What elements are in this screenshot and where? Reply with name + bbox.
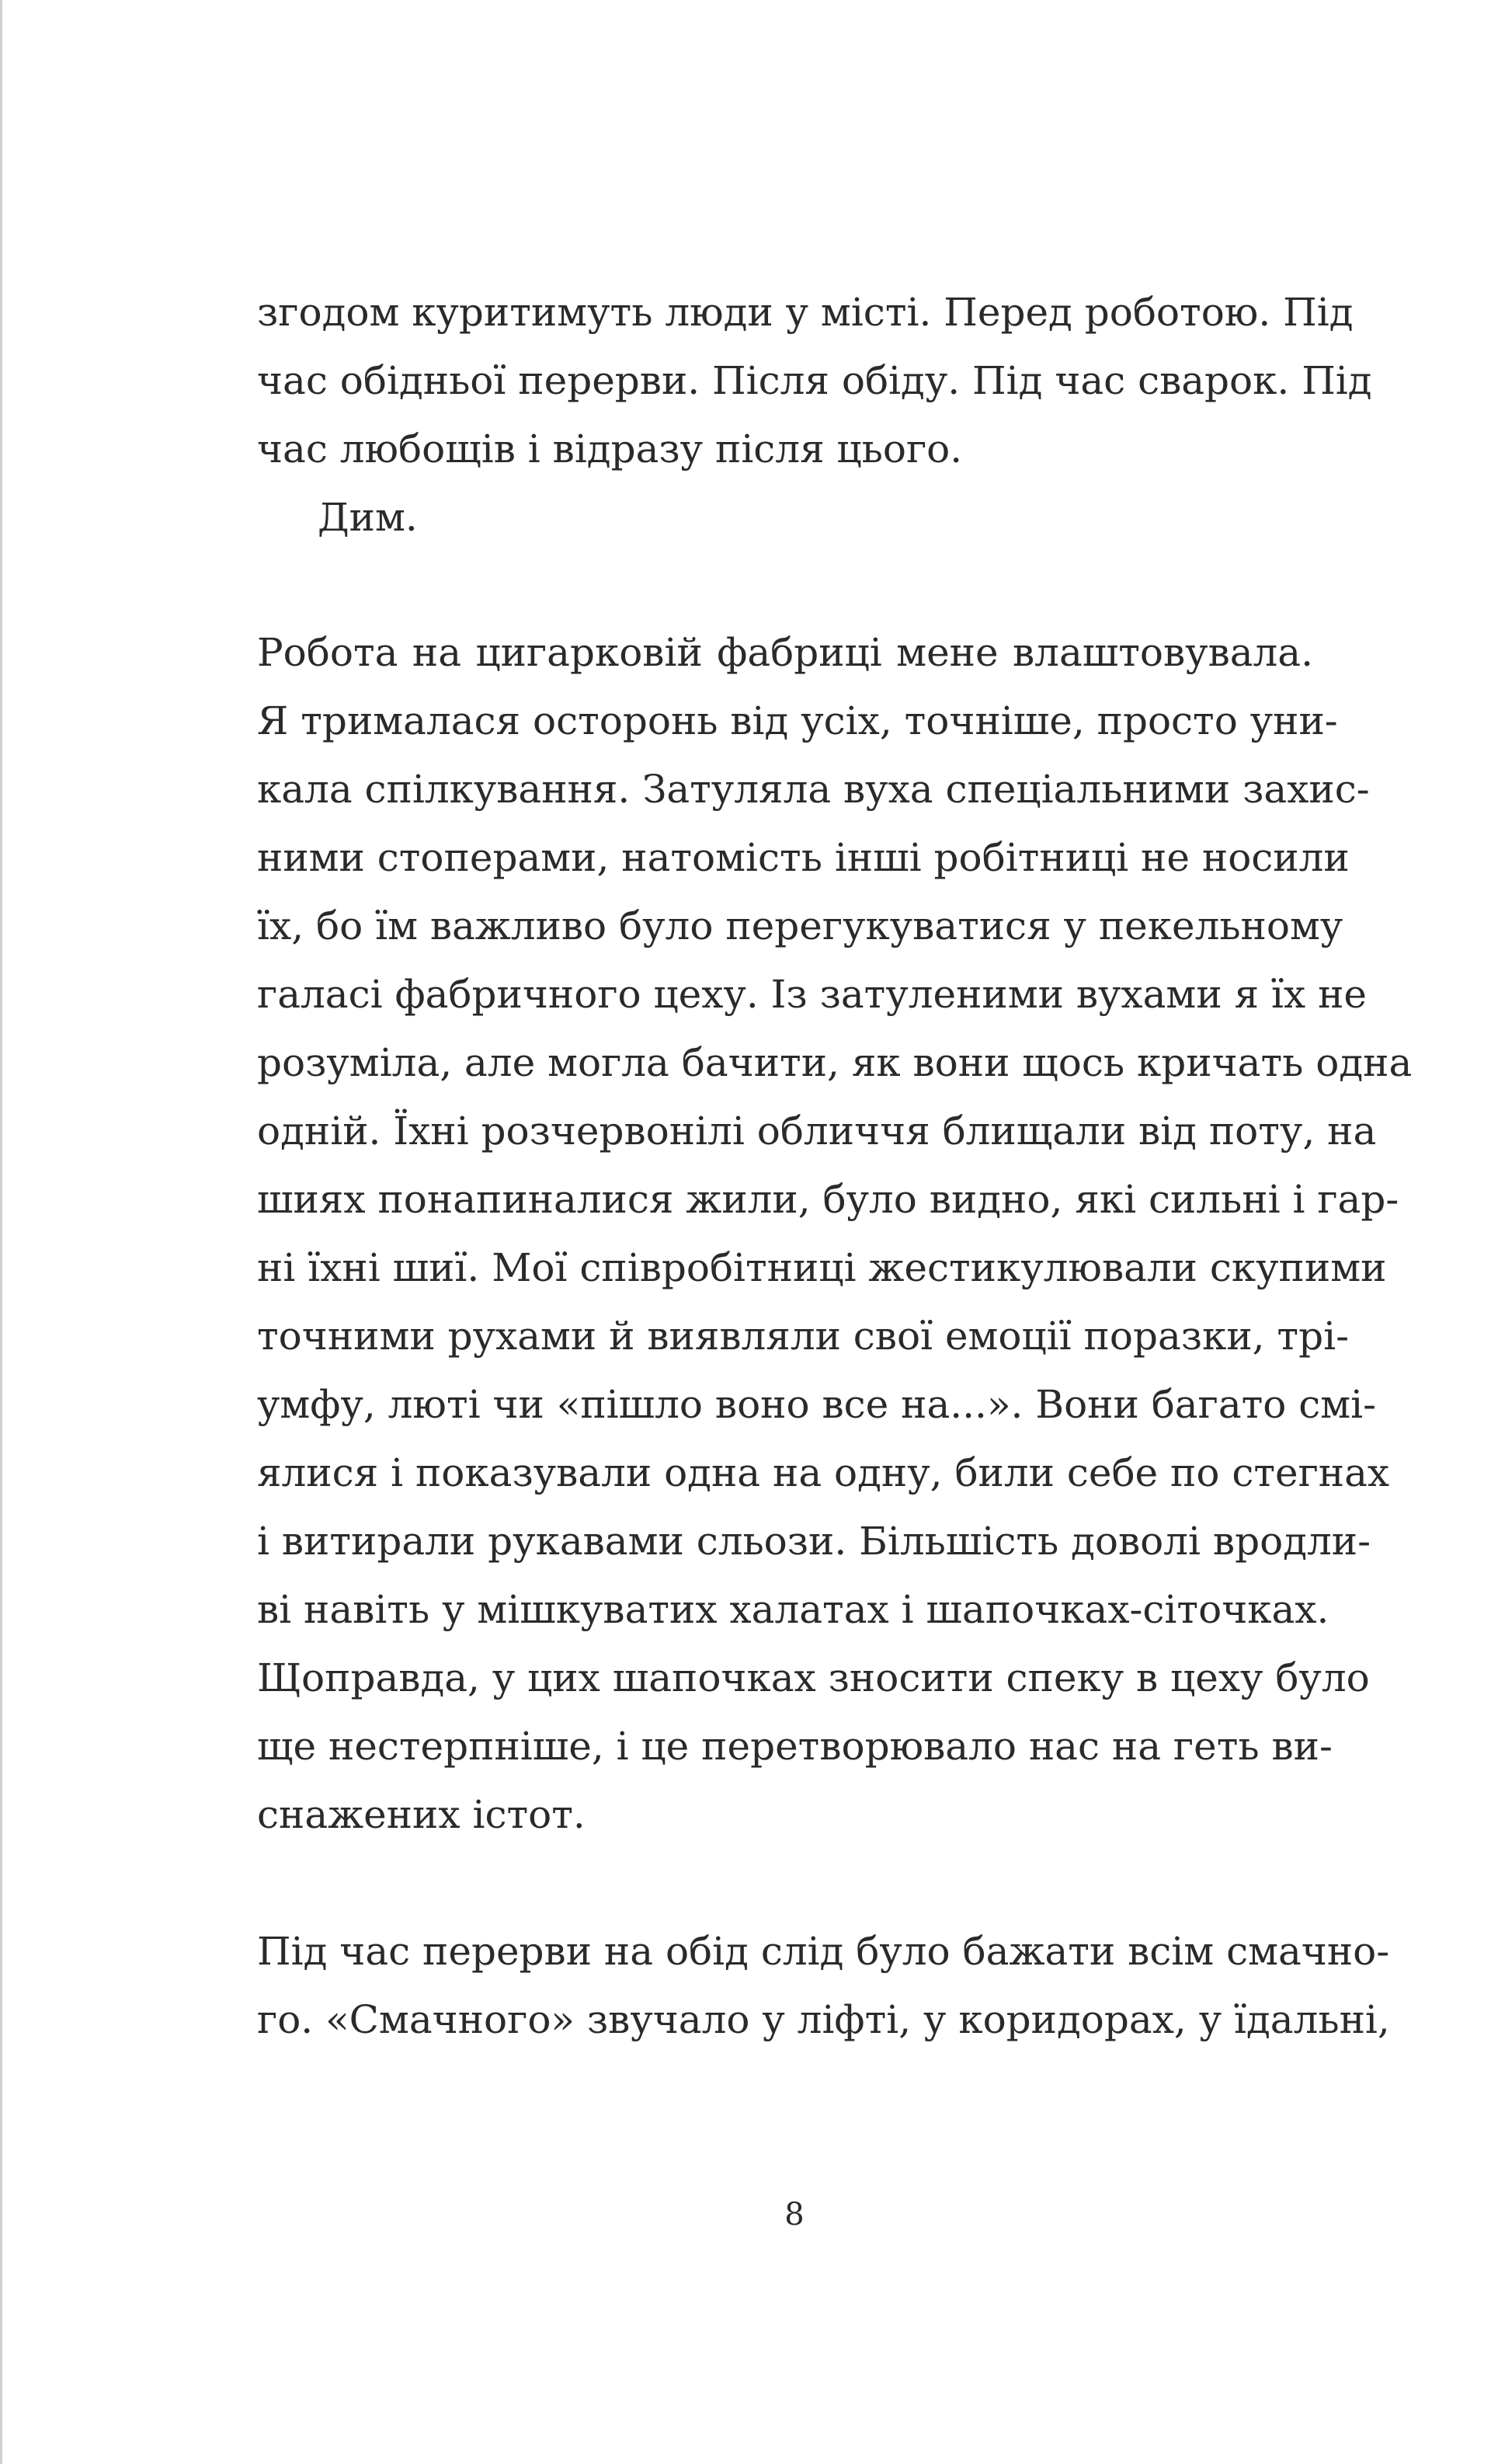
text-line: час обідньої перерви. Після обіду. Під час сварок. Під <box>257 358 1372 403</box>
text-line: одній. Їхні розчервонілі обличчя блищали від поту, на <box>257 1108 1377 1154</box>
text-line: ними стоперами, натомість інші робітниці не носили <box>257 835 1350 880</box>
paragraph-smoke-intro <box>257 278 1372 552</box>
text-line: ні їхні шиї. Мої співробітниці жестикулювали скупими <box>257 1245 1387 1290</box>
text-line: ві навіть у мішкуватих халатах і шапочках-сіточках. <box>257 1587 1329 1632</box>
text-line: ще нестерпніше, і це перетворювало нас на геть ви- <box>257 1724 1333 1769</box>
text-line: умфу, люті чи «пішло воно все на...». Вони багато смі- <box>257 1382 1377 1427</box>
text-line: згодом куритимуть люди у місті. Перед роботою. Під <box>257 290 1354 335</box>
text-line: Робота на цигарковій фабриці мене влаштовувала. <box>257 630 1313 675</box>
text-line: розуміла, але могла бачити, як вони щось кричать одна <box>257 1040 1413 1085</box>
text-line: го. «Смачного» звучало у ліфті, у коридорах, у їдальні, <box>257 1997 1390 2042</box>
text-line: снажених істот. <box>257 1792 586 1837</box>
text-line: галасі фабричного цеху. Із затуленими вухами я їх не <box>257 972 1367 1017</box>
text-line: їх, бо їм важливо було перегукуватися у пекельному <box>257 903 1343 948</box>
text-line: Я трималася осторонь від усіх, точніше, просто уни- <box>257 698 1338 743</box>
text-line: шиях понапиналися жили, було видно, які сильні і гар- <box>257 1177 1399 1222</box>
page-number: 8 <box>784 2197 805 2233</box>
text-line: кала спілкування. Затуляла вуха спеціальними захис- <box>257 767 1370 812</box>
text-line: точними рухами й виявляли свої емоції поразки, трі- <box>257 1314 1349 1359</box>
text-line: Під час перерви на обід слід було бажати всім смачно- <box>257 1929 1390 1974</box>
text-line: ялися і показували одна на одну, били себе по стегнах <box>257 1450 1390 1495</box>
paragraph-factory-work <box>257 618 1413 1849</box>
text-line: і витирали рукавами сльози. Більшість доволі вродли- <box>257 1519 1371 1564</box>
text-line: Щоправда, у цих шапочках зносити спеку в цеху було <box>257 1655 1370 1700</box>
paragraph-lunch-break <box>257 1917 1390 2054</box>
text-line: час любощів і відразу після цього. <box>257 426 963 472</box>
text-line: Дим. <box>318 495 418 540</box>
